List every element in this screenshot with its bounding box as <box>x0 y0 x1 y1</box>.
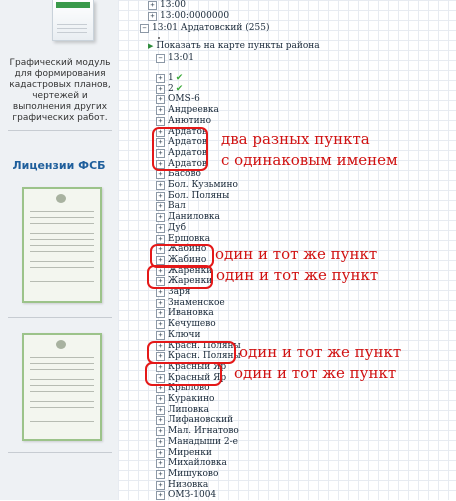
tree-node-label: Красн. Поляны <box>168 351 241 361</box>
certificate-text-line <box>30 233 94 234</box>
tree-node-label: Жаренки <box>168 276 213 286</box>
emblem-icon <box>56 340 66 349</box>
annotation-note: с одинаковым именем <box>221 151 398 169</box>
product-box-line <box>57 24 87 25</box>
certificate-text-line <box>30 385 94 386</box>
certificate-text-line <box>30 369 94 370</box>
expand-toggle-icon[interactable]: + <box>156 192 165 201</box>
emblem-icon <box>56 194 66 203</box>
tree-node-label: OMЗ-1004 <box>168 490 217 500</box>
certificate-text-line <box>30 391 94 392</box>
certificate-text-line <box>30 407 94 408</box>
expand-toggle-icon[interactable]: + <box>156 106 165 115</box>
sidebar <box>0 0 119 500</box>
annotation-note: один и тот же пункт <box>234 364 397 382</box>
tree-node-label: Анютино <box>168 116 212 126</box>
tree-node-label: Красный Яр <box>168 362 227 372</box>
tree-node-label: 13:00 <box>160 0 186 10</box>
expand-toggle-icon[interactable]: + <box>156 202 165 211</box>
certificate-text-line <box>30 251 94 252</box>
tree-node-label: Ардатов <box>168 137 207 147</box>
expand-toggle-icon[interactable]: + <box>156 299 165 308</box>
tree-node-label: 13:01 Ардатовский (255) <box>152 23 270 33</box>
tree-node-label: Жаренки <box>168 266 213 276</box>
expand-toggle-icon[interactable]: + <box>148 1 157 10</box>
expand-toggle-icon[interactable]: + <box>156 320 165 329</box>
expand-toggle-icon[interactable]: + <box>156 267 165 276</box>
certificate-text-line <box>30 223 94 224</box>
tree-node-label: Ключи <box>168 330 201 340</box>
expand-toggle-icon[interactable]: + <box>156 160 165 169</box>
tree-node-label: Низовка <box>168 480 209 490</box>
license-certificate-2[interactable] <box>22 333 102 441</box>
tree-node-label: Ардатов <box>168 127 207 137</box>
sidebar-divider <box>8 452 112 453</box>
license-certificate-1[interactable] <box>22 187 102 303</box>
tree-node[interactable] <box>156 73 183 84</box>
expand-toggle-icon[interactable]: + <box>148 12 157 21</box>
expand-toggle-icon[interactable]: + <box>156 438 165 447</box>
tree-node-label: Михайловка <box>168 458 227 468</box>
expand-toggle-icon[interactable]: + <box>156 309 165 318</box>
tree-node[interactable] <box>156 394 214 405</box>
expand-toggle-icon[interactable]: + <box>156 85 165 94</box>
tree-node-label: Липовка <box>168 405 209 415</box>
tree-node-label: Жабино <box>168 244 207 254</box>
tree-node[interactable] <box>156 458 227 469</box>
tree-node-label: Заря <box>168 287 191 297</box>
collapse-toggle-icon[interactable]: − <box>156 54 165 63</box>
tree-node-label: Дуб <box>168 223 187 233</box>
tree-node-label: Ардатов <box>168 148 207 158</box>
expand-toggle-icon[interactable]: + <box>156 384 165 393</box>
tree-node-label: Лифановский <box>168 415 234 425</box>
tree-node[interactable] <box>156 415 233 426</box>
highlight-box-krasny-yar <box>145 362 222 386</box>
module-description: Графический модуль для формирования кадастровых планов, чертежей и выполнения других графических работ. <box>9 58 111 123</box>
tree-node[interactable] <box>156 330 200 341</box>
tree-node-label: Мал. Игнатово <box>168 426 239 436</box>
tree-node-label: Показать на карте пункты района <box>156 41 320 51</box>
expand-toggle-icon[interactable]: + <box>156 459 165 468</box>
expand-toggle-icon[interactable]: + <box>156 395 165 404</box>
tree-node-label: 13:00:0000000 <box>160 11 230 21</box>
highlight-box-krasn-polyany <box>147 341 236 364</box>
annotation-note: один и тот же пункт <box>216 266 379 284</box>
annotation-note: один и тот же пункт <box>215 245 378 263</box>
expand-toggle-icon[interactable]: + <box>156 224 165 233</box>
product-box-image[interactable] <box>52 0 94 41</box>
tree-node[interactable] <box>156 308 214 319</box>
expand-toggle-icon[interactable]: + <box>156 213 165 222</box>
tree-node[interactable] <box>156 437 238 448</box>
arrow-right-icon: ▶ <box>148 42 154 50</box>
tree-node[interactable] <box>148 0 186 11</box>
tree-node[interactable] <box>156 116 211 127</box>
tree-node-label: Ершовка <box>168 234 211 244</box>
tree-node[interactable] <box>156 53 194 64</box>
tree-node-label: Ардатов <box>168 159 207 169</box>
annotation-note: два разных пункта <box>221 130 370 148</box>
certificate-text-line <box>30 245 94 246</box>
expand-toggle-icon[interactable]: + <box>156 74 165 83</box>
tree-node[interactable] <box>156 319 216 330</box>
checkmark-icon: ✔ <box>175 84 184 94</box>
certificate-text-line <box>30 379 94 380</box>
expand-toggle-icon[interactable]: + <box>156 181 165 190</box>
tree-node[interactable] <box>148 11 229 22</box>
bullet-dot-icon <box>158 37 160 39</box>
expand-toggle-icon[interactable]: + <box>156 363 165 372</box>
show-on-map-link[interactable] <box>148 41 320 52</box>
expand-toggle-icon[interactable]: + <box>156 149 165 158</box>
tree-node[interactable] <box>156 201 186 212</box>
tree-node[interactable] <box>156 212 220 223</box>
highlight-box-zharenki <box>147 265 213 289</box>
tree-node-label: Крылово <box>168 383 210 393</box>
product-box-line <box>57 32 87 33</box>
tree-node[interactable] <box>156 469 218 480</box>
tree-node-label: Вал <box>168 201 186 211</box>
sidebar-divider <box>8 130 112 131</box>
product-box-line <box>57 28 87 29</box>
tree-node-label: 13:01 <box>168 53 194 63</box>
tree-node-label: Андреевка <box>168 105 219 115</box>
expand-toggle-icon[interactable]: + <box>156 245 165 254</box>
tree-node[interactable] <box>156 105 219 116</box>
expand-toggle-icon[interactable]: + <box>156 352 165 361</box>
tree-node-label: Знаменское <box>168 298 225 308</box>
expand-toggle-icon[interactable]: + <box>156 235 165 244</box>
expand-toggle-icon[interactable]: + <box>156 128 165 137</box>
expand-toggle-icon[interactable]: + <box>156 342 165 351</box>
tree-node-label: Ивановка <box>168 308 214 318</box>
tree-node-label: Манадыши 2-е <box>168 437 238 447</box>
certificate-text-line <box>30 281 94 282</box>
tree-node-label: Красн. Поляны <box>168 341 241 351</box>
expand-toggle-icon[interactable]: + <box>156 117 165 126</box>
certificate-text-line <box>30 401 94 402</box>
expand-toggle-icon[interactable]: + <box>156 427 165 436</box>
tree-node-label: Красный Яр <box>168 373 227 383</box>
tree-node-label: Мишуково <box>168 469 219 479</box>
licenses-heading: Лицензии ФСБ <box>12 159 106 172</box>
expand-toggle-icon[interactable]: + <box>156 138 165 147</box>
tree-node-label: Даниловка <box>168 212 220 222</box>
certificate-text-line <box>30 357 94 358</box>
expand-toggle-icon[interactable]: + <box>156 374 165 383</box>
collapse-toggle-icon[interactable]: − <box>140 24 149 33</box>
tree-node[interactable] <box>156 223 186 234</box>
tree-node[interactable] <box>156 426 239 437</box>
tree-node-label: Куракино <box>168 394 215 404</box>
certificate-text-line <box>30 217 94 218</box>
certificate-text-line <box>30 261 94 262</box>
tree-node-label: Кечушево <box>168 319 216 329</box>
expand-toggle-icon[interactable]: + <box>156 470 165 479</box>
tree-node-label: 1 <box>168 73 174 83</box>
tree-node-label: Миренки <box>168 448 212 458</box>
annotation-note: один и тот же пункт <box>239 343 402 361</box>
checkmark-icon: ✔ <box>175 73 184 83</box>
tree-node[interactable] <box>156 180 238 191</box>
tree-node-label: Бол. Поляны <box>168 191 230 201</box>
tree-node-label: OMS-6 <box>168 94 200 104</box>
expand-toggle-icon[interactable]: + <box>156 491 165 500</box>
sidebar-divider <box>8 317 112 318</box>
certificate-text-line <box>30 211 94 212</box>
highlight-box-ardatov <box>152 127 208 171</box>
expand-toggle-icon[interactable]: + <box>156 95 165 104</box>
product-box-stripe <box>56 2 90 8</box>
expand-toggle-icon[interactable]: + <box>156 170 165 179</box>
expand-toggle-icon[interactable]: + <box>156 331 165 340</box>
certificate-text-line <box>30 239 94 240</box>
expand-toggle-icon[interactable]: + <box>156 449 165 458</box>
tree-node-label: Жабино <box>168 255 207 265</box>
tree-node-label: Басово <box>168 169 201 179</box>
certificate-text-line <box>30 421 94 422</box>
expand-toggle-icon[interactable]: + <box>156 416 165 425</box>
certificate-text-line <box>30 363 94 364</box>
expand-toggle-icon[interactable]: + <box>156 256 165 265</box>
certificate-text-line <box>30 267 94 268</box>
tree-node-label: Бол. Кузьмино <box>168 180 238 190</box>
expand-toggle-icon[interactable]: + <box>156 481 165 490</box>
tree-node[interactable] <box>140 23 269 34</box>
tree-node-label: 2 <box>168 84 174 94</box>
expand-toggle-icon[interactable]: + <box>156 277 165 286</box>
expand-toggle-icon[interactable]: + <box>156 288 165 297</box>
expand-toggle-icon[interactable]: + <box>156 406 165 415</box>
tree-node[interactable] <box>156 490 216 501</box>
tree-node[interactable] <box>156 94 200 105</box>
